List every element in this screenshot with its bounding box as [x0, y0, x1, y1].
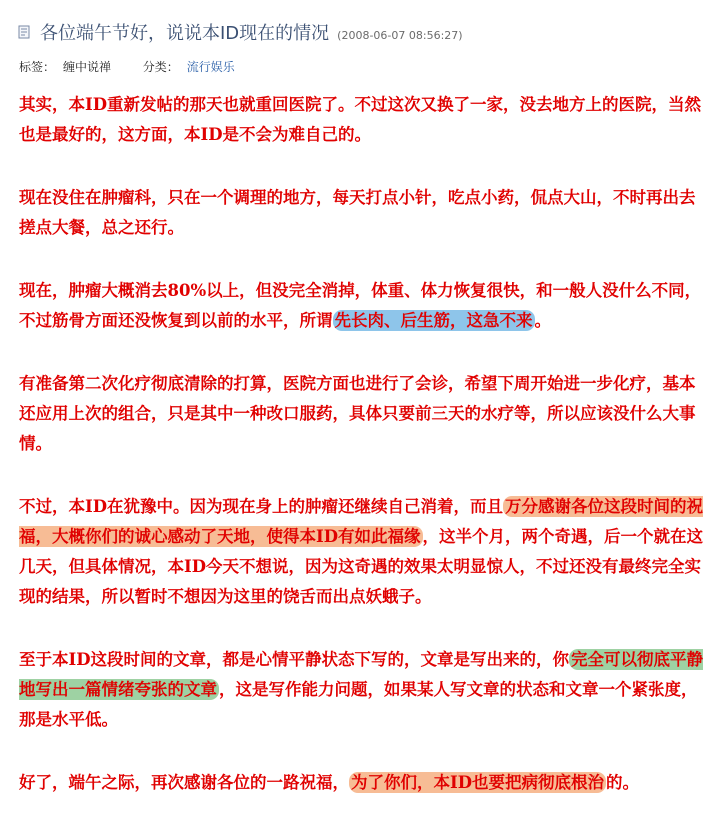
- highlighted-text: 为了你们，本ID也要把病彻底根治: [351, 773, 605, 792]
- paragraph: [19, 645, 709, 735]
- highlighted-text: 先长肉、后生筋，这急不来: [334, 311, 533, 330]
- paragraph-text: 现在没住在肿瘤科，只在一个调理的地方，每天打点小针，吃点小药，侃点大山，不时再出去搓点大餐，总之还行。: [19, 188, 696, 237]
- paragraph: [19, 276, 709, 336]
- paragraph-text: 有准备第二次化疗彻底清除的打算，医院方面也进行了会诊，希望下周开始进一步化疗，基本还应用上次的组合，只是其中一种改口服药，具体只要前三天的水疗等，所以应该没什么大事情。: [19, 374, 696, 453]
- paragraph: [19, 369, 709, 459]
- highlighted-text: 完全可以彻底平静地写出一篇情绪夸张的文章: [19, 650, 704, 699]
- paragraph: [19, 183, 709, 243]
- paragraph: [19, 492, 709, 612]
- document-icon: [18, 25, 30, 39]
- post-title-text: 各位端午节好，说说本ID现在的情况: [40, 23, 330, 44]
- post-title: [40, 19, 463, 45]
- paragraph-text: ，这半个月，两个奇遇，后一个就在这几天，但具体情况，本ID今天不想说，因为这奇遇的效果太明显惊人，不过还没有最终完全实现的结果，所以暂时不想因为这里的饶舌而出点妖蛾子。: [19, 527, 704, 606]
- paragraph-text: 现在，肿瘤大概消去80%以上，但没完全消掉，体重、体力恢复很快，和一般人没什么不同，不过筋骨方面还没恢复到以前的水平，所谓: [19, 281, 702, 330]
- tag-label: 标签：: [19, 60, 56, 74]
- paragraph-text: 其实，本ID重新发帖的那天也就重回医院了。不过这次又换了一家，没去地方上的医院，当然也是最好的，这方面，本ID是不会为难自己的。: [19, 95, 702, 144]
- post-timestamp: (2008-06-07 08:56:27): [337, 29, 463, 42]
- paragraph-text: ，这是写作能力问题，如果某人写文章的状态和文章一个紧张度，那是水平低。: [19, 680, 698, 729]
- paragraph: [19, 90, 709, 150]
- paragraph-text: 不过，本ID在犹豫中。因为现在身上的肿瘤还继续自己消着，而且: [19, 497, 504, 516]
- paragraph-text: 的。: [606, 773, 640, 792]
- post-body: [19, 90, 709, 831]
- paragraph: [19, 768, 709, 798]
- category-label: 分类：: [142, 60, 179, 74]
- post-header: [16, 18, 714, 46]
- paragraph-text: 至于本ID这段时间的文章，都是心情平静状态下写的，文章是写出来的，你: [19, 650, 570, 669]
- highlighted-text: 万分感谢各位这段时间的祝福，大概你们的诚心感动了天地，使得本ID有如此福缘: [19, 497, 704, 546]
- category-link[interactable]: 流行娱乐: [186, 60, 235, 74]
- paragraph-text: 好了，端午之际，再次感谢各位的一路祝福，: [19, 773, 349, 792]
- tag-value[interactable]: 缠中说禅: [63, 60, 112, 74]
- paragraph-text: 。: [534, 311, 551, 330]
- post-meta: [19, 58, 235, 75]
